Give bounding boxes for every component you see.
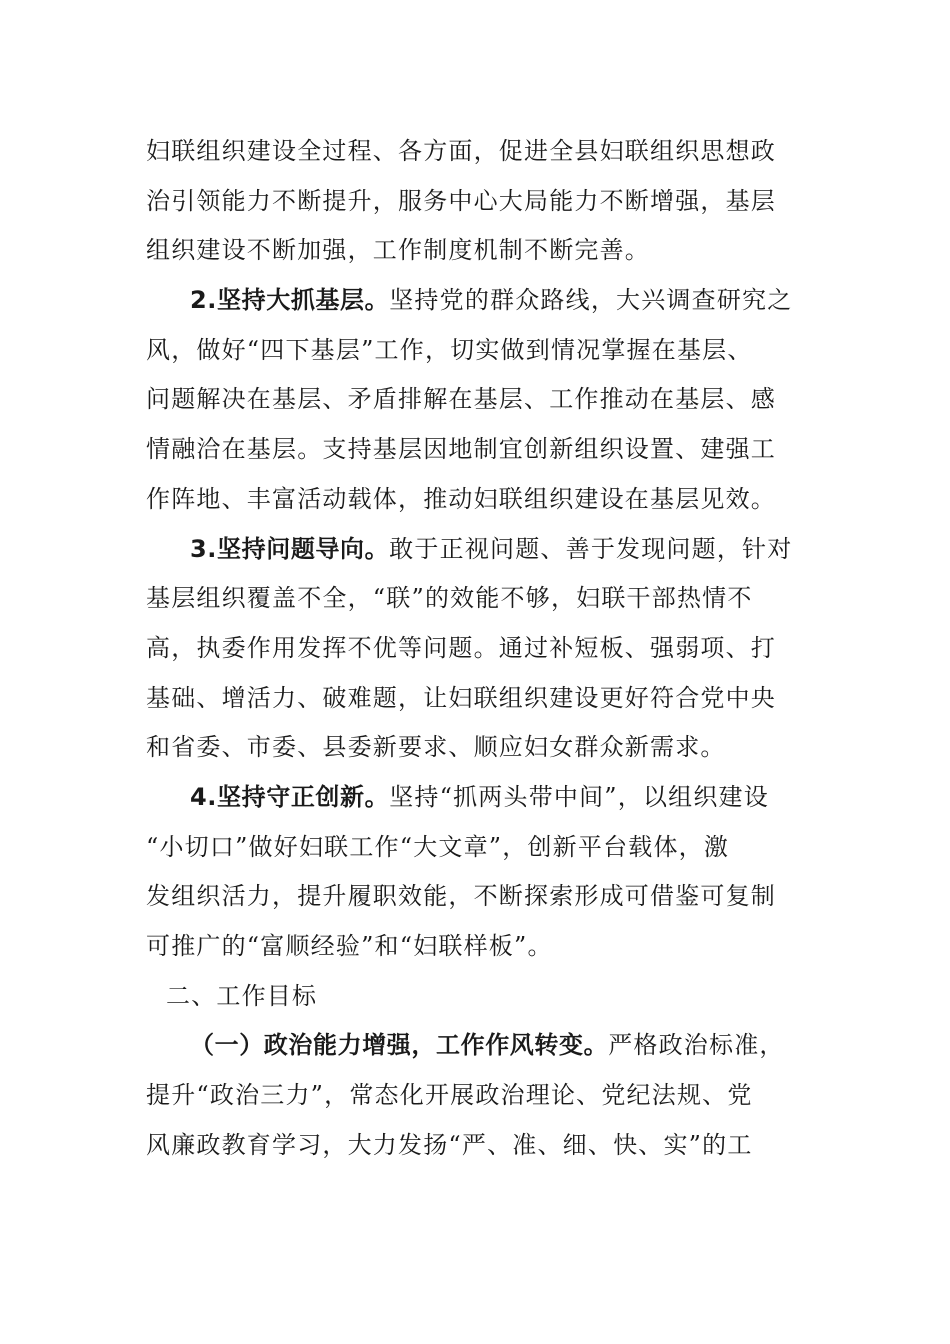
- text-line: 可推广的“富顺经验”和“妇联样板”。: [146, 932, 553, 960]
- text-line: 基层组织覆盖不全，“联”的效能不够，妇联干部热情不: [146, 584, 753, 613]
- text-line: 作阵地、丰富活动载体，推动妇联组织建设在基层见效。: [146, 484, 776, 513]
- text-line: 治引领能力不断提升，服务中心大局能力不断增强，基层: [146, 186, 776, 215]
- text-line: 和省委、市委、县委新要求、顺应妇女群众新需求。: [146, 733, 726, 762]
- paragraph-lead-rest: 敢于正视问题、善于发现问题，针对: [389, 534, 793, 563]
- paragraph-lead-bold: （一）政治能力增强，工作作风转变。: [190, 1031, 609, 1060]
- paragraph-lead-bold: 4.坚持守正创新。: [190, 782, 390, 811]
- text-line: 发组织活力，提升履职效能，不断探索形成可借鉴可复制: [146, 882, 776, 911]
- paragraph-grassroots: [146, 276, 806, 524]
- paragraph-political-ability: [146, 1021, 806, 1170]
- paragraph-first-line: [146, 1021, 806, 1071]
- paragraph-first-line: [146, 525, 806, 575]
- section-heading-goals: [146, 972, 806, 1022]
- paragraph-first-line: [146, 276, 806, 326]
- text-line: 风，做好“四下基层”工作，切实做到情况掌握在基层、: [146, 335, 753, 364]
- paragraph-lead-bold: 2.坚持大抓基层。: [190, 286, 390, 315]
- text-line: 基础、增活力、破难题，让妇联组织建设更好符合党中央: [146, 683, 776, 712]
- text-line: 问题解决在基层、矛盾排解在基层、工作推动在基层、感: [146, 385, 776, 414]
- document-body: [146, 127, 806, 1170]
- paragraph-continuation: [146, 127, 806, 276]
- text-line: 风廉政教育学习，大力发扬“严、准、细、快、实”的工: [146, 1130, 753, 1159]
- paragraph-innovation: [146, 773, 806, 972]
- text-line: 妇联组织建设全过程、各方面，促进全县妇联组织思想政: [146, 137, 776, 165]
- paragraph-problem-oriented: [146, 525, 806, 773]
- text-line: 组织建设不断加强，工作制度机制不断完善。: [146, 236, 650, 265]
- paragraph-lead-bold: 3.坚持问题导向。: [190, 534, 390, 563]
- section-heading: 二、工作目标: [166, 981, 318, 1010]
- paragraph-lead-rest: 坚持党的群众路线，大兴调查研究之: [389, 286, 793, 315]
- paragraph-first-line: [146, 773, 806, 823]
- text-line: 提升“政治三力”，常态化开展政治理论、党纪法规、党: [146, 1081, 753, 1110]
- paragraph-lead-rest: 坚持“抓两头带中间”，以组织建设: [389, 782, 769, 811]
- text-line: “小切口”做好妇联工作“大文章”，创新平台载体，激: [146, 832, 730, 861]
- text-line: 情融洽在基层。支持基层因地制宜创新组织设置、建强工: [146, 435, 776, 464]
- paragraph-lead-rest: 严格政治标准，: [608, 1031, 785, 1060]
- text-line: 高，执委作用发挥不优等问题。通过补短板、强弱项、打: [146, 633, 776, 662]
